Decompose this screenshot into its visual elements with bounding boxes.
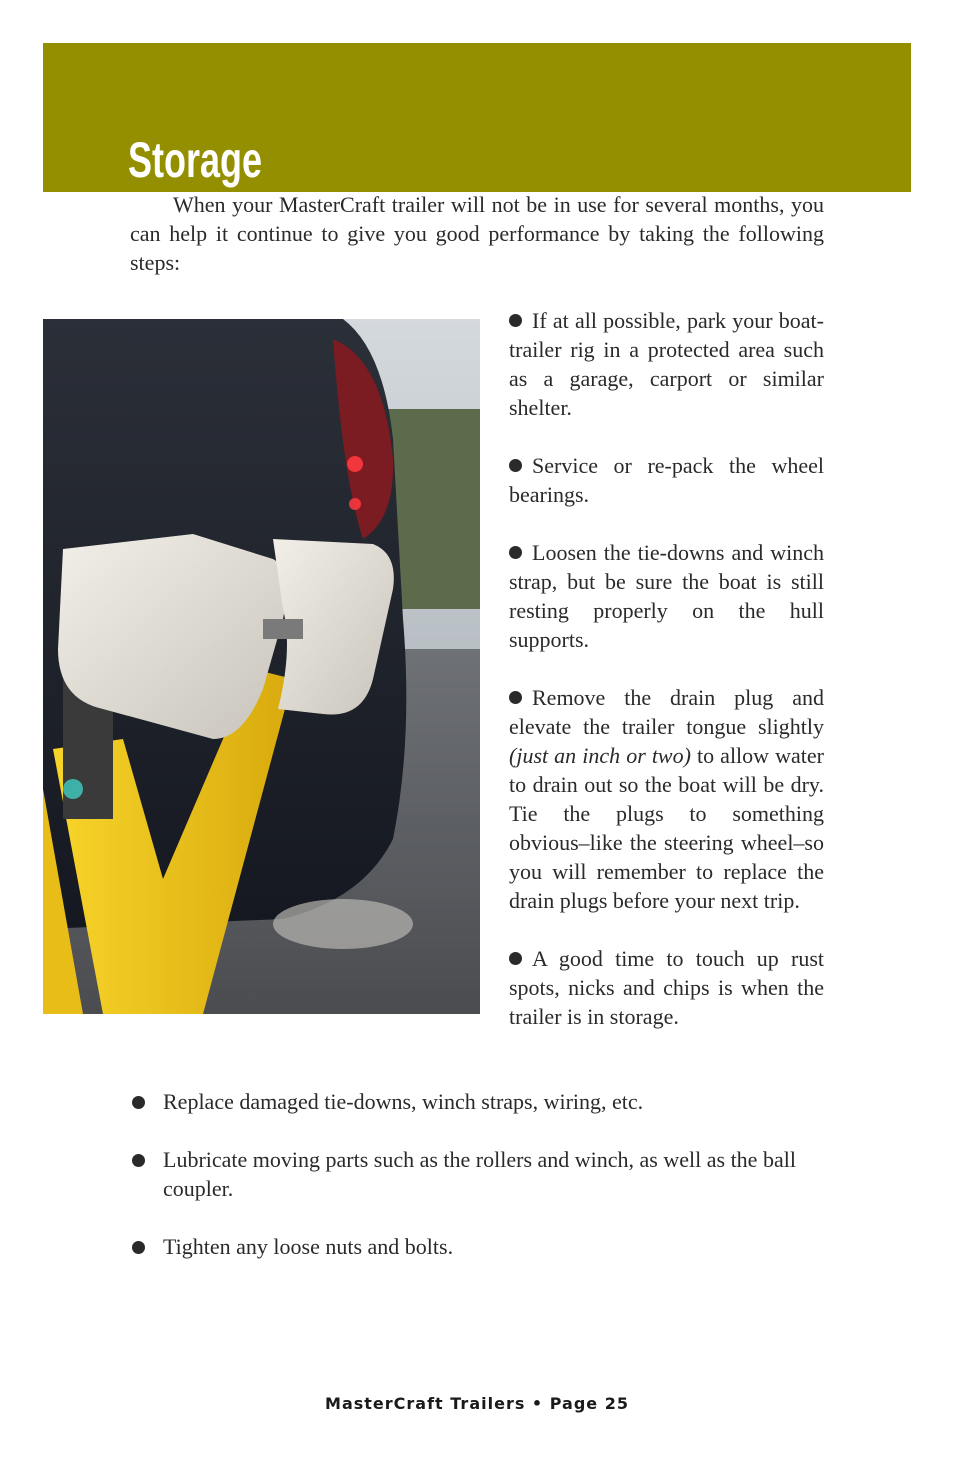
- page-footer: MasterCraft Trailers • Page 25: [325, 1394, 629, 1413]
- list-item-text: Loosen the tie-downs and winch strap, but be sure the boat is still resting properly on the hull supports.: [509, 540, 824, 652]
- bullet-icon: [509, 314, 522, 327]
- list-item-text: Replace damaged tie-downs, winch straps, wiring, etc.: [163, 1089, 644, 1114]
- list-item: [509, 306, 824, 422]
- list-item: [130, 1232, 824, 1261]
- list-item-text: If at all possible, park your boat-trailer rig in a protected area such as a garage, carport or similar shelter.: [509, 308, 824, 420]
- bottom-bullet-list: [130, 1087, 824, 1290]
- bullet-icon: [132, 1154, 145, 1167]
- bullet-icon: [132, 1241, 145, 1254]
- list-item-text: Remove the drain plug and elevate the trailer tongue slightly: [509, 685, 824, 739]
- list-item: [130, 1087, 824, 1116]
- list-item: [509, 451, 824, 509]
- list-item-note: (just an inch or two): [509, 743, 691, 768]
- intro-paragraph: When your MasterCraft trailer will not be in use for several months, you can help it continue to give you good performance by taking the following steps:: [130, 192, 824, 275]
- bullet-icon: [509, 546, 522, 559]
- list-item: [509, 683, 824, 915]
- bullet-icon: [509, 952, 522, 965]
- list-item: [130, 1145, 824, 1203]
- list-item-text: to allow water to drain out so the boat will be dry. Tie the plugs to something obvious–like the steering wheel–so you will remember to replace the drain plugs before your next trip.: [509, 743, 824, 913]
- list-item: [509, 538, 824, 654]
- page-title: Storage: [128, 132, 263, 188]
- side-bullet-list: [509, 306, 824, 1060]
- list-item-text: Service or re-pack the wheel bearings.: [509, 453, 824, 507]
- bullet-icon: [132, 1096, 145, 1109]
- list-item: [509, 944, 824, 1031]
- list-item-text: A good time to touch up rust spots, nicks and chips is when the trailer is in storage.: [509, 946, 824, 1029]
- list-item-text: Tighten any loose nuts and bolts.: [163, 1234, 454, 1259]
- trailer-winch-photo: [43, 319, 480, 1014]
- bullet-icon: [509, 691, 522, 704]
- bullet-icon: [509, 459, 522, 472]
- list-item-text: Lubricate moving parts such as the rollers and winch, as well as the ball coupler.: [163, 1147, 796, 1201]
